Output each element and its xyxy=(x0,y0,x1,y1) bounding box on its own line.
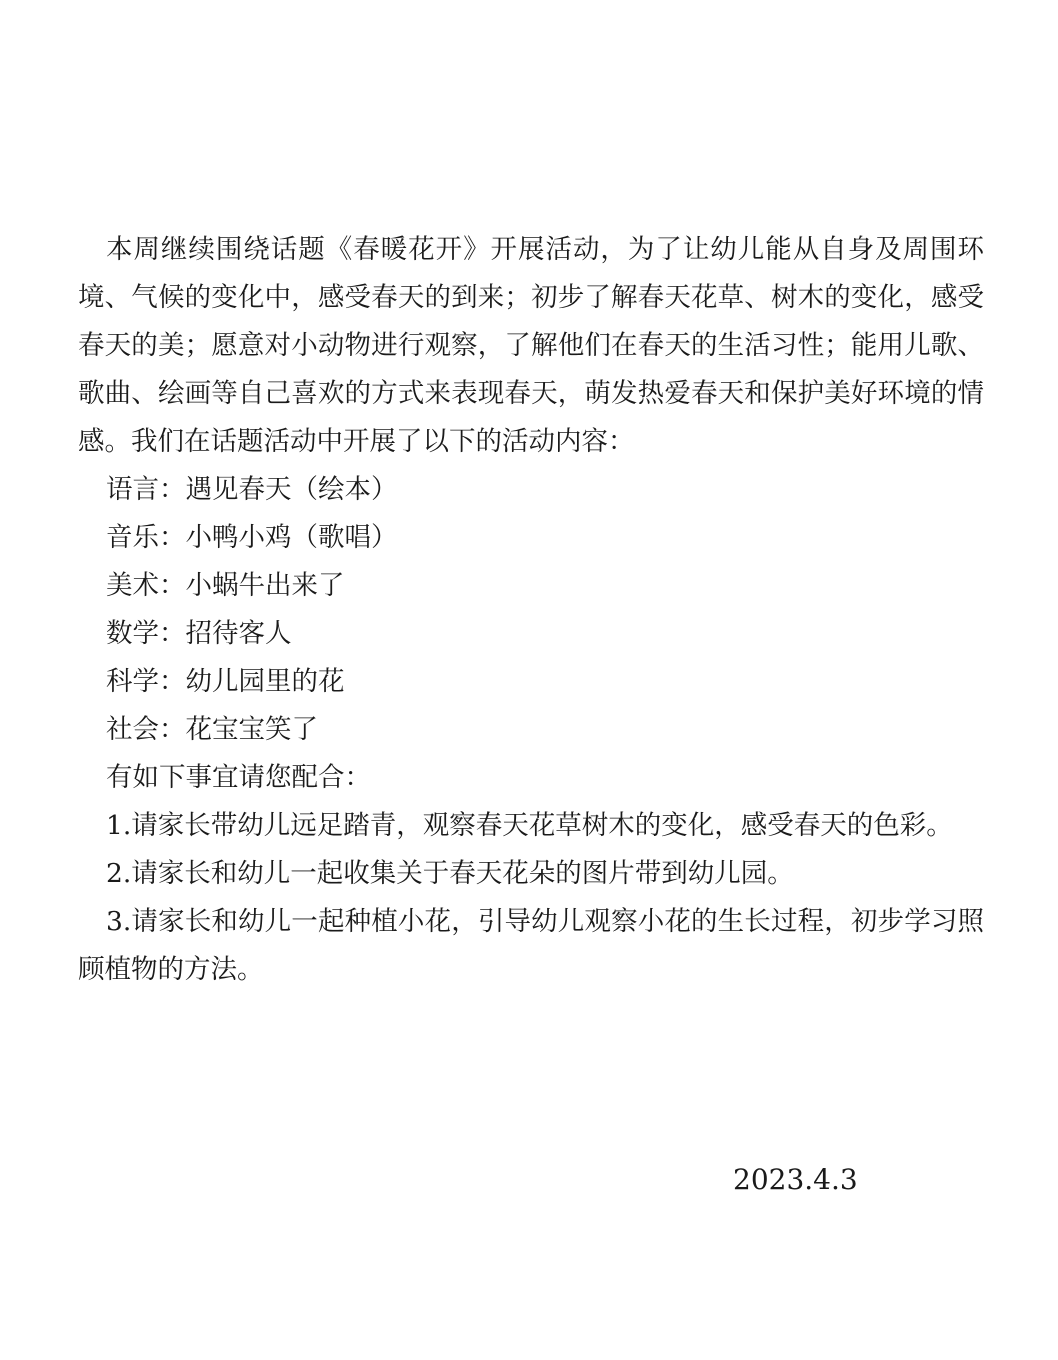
document-date: 2023.4.3 xyxy=(733,1163,858,1196)
intro-paragraph: 本周继续围绕话题《春暖花开》开展活动，为了让幼儿能从自身及周围环境、气候的变化中，感受春天的到来；初步了解春天花草、树木的变化，感受春天的美；愿意对小动物进行观察，了解他们在春天的生活习性；能用儿歌、歌曲、绘画等自己喜欢的方式来表现春天，萌发热爱春天和保护美好环境的情感。我们在话题活动中开展了以下的活动内容： xyxy=(78,234,984,457)
activity-music: 音乐：小鸭小鸡（歌唱） xyxy=(106,522,398,553)
activity-society: 社会：花宝宝笑了 xyxy=(106,714,318,745)
activity-art: 美术：小蜗牛出来了 xyxy=(106,570,345,601)
cooperation-heading: 有如下事宜请您配合： xyxy=(106,762,371,793)
activity-language: 语言：遇见春天（绘本） xyxy=(106,474,398,505)
document-body xyxy=(78,226,984,994)
request-item-3: 3.请家长和幼儿一起种植小花，引导幼儿观察小花的生长过程，初步学习照顾植物的方法。 xyxy=(78,906,984,985)
request-item-1: 1.请家长带幼儿远足踏青，观察春天花草树木的变化，感受春天的色彩。 xyxy=(106,810,953,841)
activity-science: 科学：幼儿园里的花 xyxy=(106,666,345,697)
request-item-2: 2.请家长和幼儿一起收集关于春天花朵的图片带到幼儿园。 xyxy=(106,858,794,889)
activity-math: 数学：招待客人 xyxy=(106,618,292,649)
